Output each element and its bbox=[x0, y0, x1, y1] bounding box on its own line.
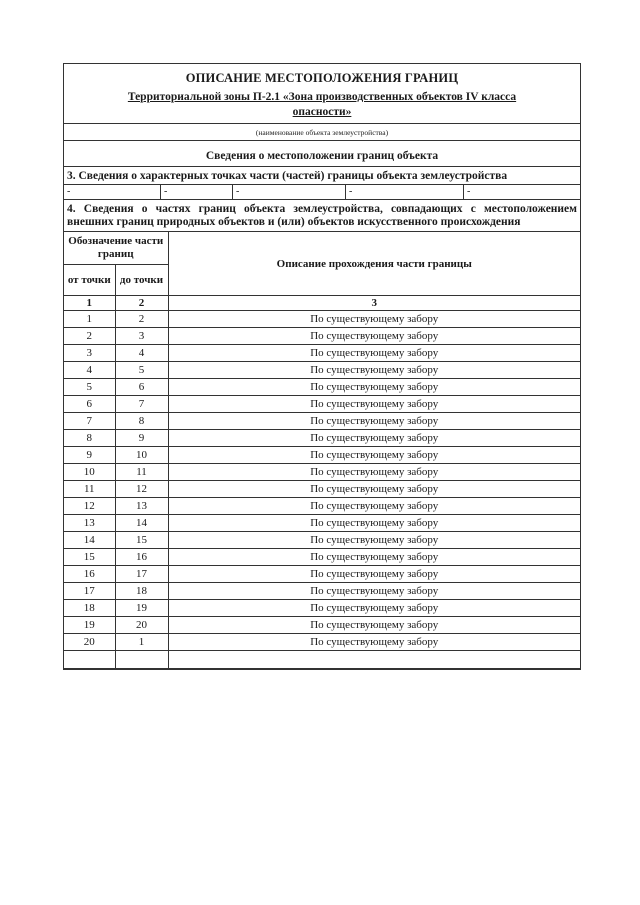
table-row bbox=[64, 634, 580, 651]
to-point-cell: 16 bbox=[115, 549, 168, 566]
description-header: Описание прохождения части границы bbox=[168, 232, 580, 296]
to-point-cell: 7 bbox=[115, 396, 168, 413]
empty-cell bbox=[168, 651, 580, 669]
table-row bbox=[64, 413, 580, 430]
to-point-cell: 3 bbox=[115, 328, 168, 345]
subsection3-title: 3. Сведения о характерных точках части (частей) границы объекта землеустройства bbox=[64, 167, 580, 185]
to-point-cell: 6 bbox=[115, 379, 168, 396]
to-point-cell: 15 bbox=[115, 532, 168, 549]
to-point-cell: 4 bbox=[115, 345, 168, 362]
table-row bbox=[64, 379, 580, 396]
from-point-cell: 4 bbox=[64, 362, 115, 379]
to-point-cell: 5 bbox=[115, 362, 168, 379]
to-point-cell: 1 bbox=[115, 634, 168, 651]
points-row bbox=[64, 185, 580, 200]
description-cell: По существующему забору bbox=[168, 311, 580, 328]
description-cell: По существующему забору bbox=[168, 583, 580, 600]
from-point-header: от точки bbox=[64, 265, 115, 296]
description-cell: По существующему забору bbox=[168, 549, 580, 566]
table-row bbox=[64, 498, 580, 515]
column-number-row bbox=[64, 296, 580, 311]
from-point-cell: 10 bbox=[64, 464, 115, 481]
document-header bbox=[64, 64, 580, 124]
from-point-cell: 18 bbox=[64, 600, 115, 617]
boundary-parts-table bbox=[64, 232, 580, 669]
points-cell: - bbox=[467, 186, 471, 197]
from-point-cell: 5 bbox=[64, 379, 115, 396]
description-cell: По существующему забору bbox=[168, 345, 580, 362]
description-cell: По существующему забору bbox=[168, 498, 580, 515]
from-point-cell: 16 bbox=[64, 566, 115, 583]
description-cell: По существующему забору bbox=[168, 634, 580, 651]
table-row bbox=[64, 345, 580, 362]
section-title: Сведения о местоположении границ объекта bbox=[64, 141, 580, 167]
from-point-cell: 8 bbox=[64, 430, 115, 447]
document-title: ОПИСАНИЕ МЕСТОПОЛОЖЕНИЯ ГРАНИЦ bbox=[185, 71, 459, 85]
table-row bbox=[64, 430, 580, 447]
table-row bbox=[64, 549, 580, 566]
from-point-cell: 14 bbox=[64, 532, 115, 549]
from-point-cell: 3 bbox=[64, 345, 115, 362]
from-point-cell: 9 bbox=[64, 447, 115, 464]
from-point-cell: 12 bbox=[64, 498, 115, 515]
table-row bbox=[64, 532, 580, 549]
to-point-cell: 9 bbox=[115, 430, 168, 447]
description-cell: По существующему забору bbox=[168, 532, 580, 549]
to-point-cell: 18 bbox=[115, 583, 168, 600]
to-point-cell: 10 bbox=[115, 447, 168, 464]
description-cell: По существующему забору bbox=[168, 600, 580, 617]
empty-cell bbox=[115, 651, 168, 669]
to-point-cell: 2 bbox=[115, 311, 168, 328]
column-number: 2 bbox=[115, 296, 168, 311]
table-body bbox=[64, 311, 580, 651]
points-cell: - bbox=[233, 185, 346, 199]
table-row bbox=[64, 481, 580, 498]
points-cell: - bbox=[346, 185, 464, 199]
table-row bbox=[64, 447, 580, 464]
description-cell: По существующему забору bbox=[168, 481, 580, 498]
zone-name: Территориальной зоны П-2.1 «Зона производственных объектов IV класса опасности» bbox=[127, 91, 517, 118]
points-cell: - bbox=[161, 185, 233, 199]
table-row bbox=[64, 566, 580, 583]
subsection4-title: 4. Сведения о частях границ объекта землеустройства, совпадающих с местоположением внешних границ природных объектов и (или) объектов искусственного происхождения bbox=[64, 200, 580, 232]
table-row bbox=[64, 311, 580, 328]
table-row bbox=[64, 600, 580, 617]
description-cell: По существующему забору bbox=[168, 447, 580, 464]
from-point-cell: 11 bbox=[64, 481, 115, 498]
to-point-cell: 12 bbox=[115, 481, 168, 498]
empty-row bbox=[64, 651, 580, 669]
to-point-cell: 13 bbox=[115, 498, 168, 515]
to-point-cell: 19 bbox=[115, 600, 168, 617]
from-point-cell: 1 bbox=[64, 311, 115, 328]
column-number: 3 bbox=[168, 296, 580, 311]
from-point-cell: 17 bbox=[64, 583, 115, 600]
column-number: 1 bbox=[64, 296, 115, 311]
from-point-cell: 15 bbox=[64, 549, 115, 566]
description-cell: По существующему забору bbox=[168, 566, 580, 583]
description-cell: По существующему забору bbox=[168, 464, 580, 481]
description-cell: По существующему забору bbox=[168, 362, 580, 379]
description-cell: По существующему забору bbox=[168, 515, 580, 532]
table-row bbox=[64, 464, 580, 481]
description-cell: По существующему забору bbox=[168, 328, 580, 345]
to-point-cell: 8 bbox=[115, 413, 168, 430]
group-header: Обозначение части границ bbox=[64, 232, 168, 265]
table-row bbox=[64, 617, 580, 634]
description-cell: По существующему забору bbox=[168, 430, 580, 447]
from-point-cell: 19 bbox=[64, 617, 115, 634]
object-caption: (наименование объекта землеустройства) bbox=[64, 124, 580, 141]
from-point-cell: 13 bbox=[64, 515, 115, 532]
from-point-cell: 20 bbox=[64, 634, 115, 651]
table-row bbox=[64, 396, 580, 413]
table-row bbox=[64, 362, 580, 379]
description-cell: По существующему забору bbox=[168, 617, 580, 634]
description-cell: По существующему забору bbox=[168, 379, 580, 396]
from-point-cell: 7 bbox=[64, 413, 115, 430]
to-point-cell: 14 bbox=[115, 515, 168, 532]
empty-cell bbox=[64, 651, 115, 669]
to-point-cell: 20 bbox=[115, 617, 168, 634]
to-point-header: до точки bbox=[115, 265, 168, 296]
table-row bbox=[64, 583, 580, 600]
from-point-cell: 6 bbox=[64, 396, 115, 413]
description-cell: По существующему забору bbox=[168, 396, 580, 413]
document-sheet bbox=[63, 63, 581, 670]
description-cell: По существующему забору bbox=[168, 413, 580, 430]
from-point-cell: 2 bbox=[64, 328, 115, 345]
points-cell: - bbox=[64, 185, 161, 199]
table-row bbox=[64, 515, 580, 532]
table-row bbox=[64, 328, 580, 345]
to-point-cell: 11 bbox=[115, 464, 168, 481]
to-point-cell: 17 bbox=[115, 566, 168, 583]
